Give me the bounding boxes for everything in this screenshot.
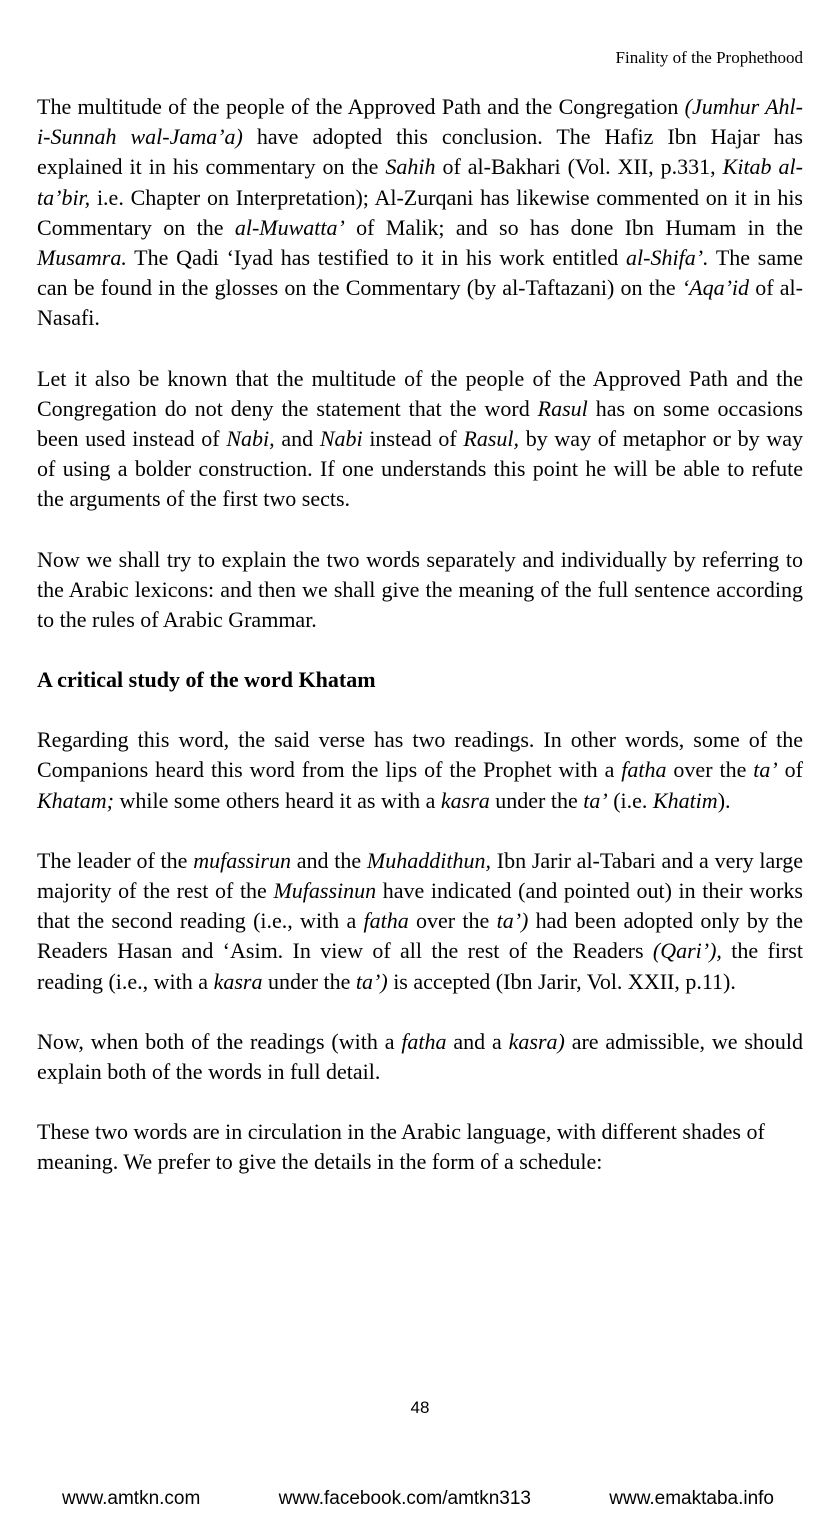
paragraph: Now we shall try to explain the two words separately and individually by referring to the Arabic lexicons: and then we shall give the meaning of the full sentence according to the rules of Arabic Grammar.	[37, 546, 803, 633]
paragraph: Let it also be known that the multitude of the people of the Approved Path and the Congregation do not deny the statement that the word Rasul has on some occasions been used instead of Nabi, and Nabi instead of Rasul, by way of metaphor or by way of using a bolder construction. If one understands this point he will be able to refute the arguments of the first two sects.	[37, 365, 803, 512]
italic-term: (Qari’),	[652, 938, 722, 964]
italic-term: kasra)	[508, 1028, 565, 1054]
italic-term: Rasul	[537, 395, 588, 421]
paragraph: The leader of the mufassirun and the Muhaddithun, Ibn Jarir al-Tabari and a very large majority of the rest of the Mufassinun have indicated (and pointed out) in their works that the second reading (i.e., with a fatha over the ta’) had been adopted only by the Readers Hasan and ‘Asim. In view of all the rest of the Readers (Qari’), the first reading (i.e., with a kasra under the ta’) is accepted (Ibn Jarir, Vol. XXII, p.11).	[37, 847, 803, 994]
italic-term: Khatim	[652, 787, 718, 813]
italic-term: Kitab al-ta’bir,	[37, 154, 803, 210]
italic-term: ta’)	[496, 908, 529, 934]
paragraph: The multitude of the people of the Approved Path and the Congregation (Jumhur Ahl-i-Sunnah wal-Jama’a) have adopted this conclusion. The Hafiz Ibn Hajar has explained it in his commentary on the Sahih of al-Bakhari (Vol. XII, p.331, Kitab al-ta’bir, i.e. Chapter on Interpretation); Al-Zurqani has likewise commented on it in his Commentary on the al-Muwatta’ of Malik; and so has done Ibn Humam in the Musamra. The Qadi ‘Iyad has testified to it in his work entitled al-Shifa’. The same can be found in the glosses on the Commentary (by al-Taftazani) on the ‘Aqa’id of al-Nasafi.	[37, 94, 803, 331]
italic-term: ‘Aqa’id	[681, 275, 750, 301]
italic-term: Nabi,	[226, 426, 275, 452]
italic-term: kasra	[213, 968, 263, 994]
page-body	[37, 92, 803, 1178]
italic-term: Nabi	[319, 426, 363, 452]
italic-term: al-Shifa’.	[626, 245, 709, 271]
italic-term: Muhaddithun,	[366, 847, 491, 873]
italic-term: Sahih	[385, 154, 436, 180]
italic-term: mufassirun	[193, 847, 291, 873]
italic-term: ta’)	[355, 968, 388, 994]
paragraph: These two words are in circulation in the Arabic language, with different shades of meaning. We prefer to give the details in the form of a schedule:	[37, 1119, 765, 1175]
italic-term: fatha	[401, 1028, 447, 1054]
footer-link-facebook[interactable]: www.facebook.com/amtkn313	[278, 1488, 531, 1509]
italic-term: kasra	[440, 787, 490, 813]
italic-term: ta’	[753, 757, 778, 783]
italic-term: (Jumhur Ahl-i-Sunnah wal-Jama’a)	[37, 94, 803, 150]
italic-term: fatha	[363, 908, 409, 934]
footer	[62, 1488, 774, 1510]
italic-term: Musamra.	[37, 245, 127, 271]
italic-term: Rasul,	[463, 426, 519, 452]
italic-term: Khatam;	[37, 787, 114, 813]
italic-term: Mufassinun	[273, 878, 377, 904]
italic-term: fatha	[621, 757, 667, 783]
italic-term: ta’	[583, 787, 608, 813]
paragraph: Now, when both of the readings (with a fatha and a kasra) are admissible, we should explain both of the words in full detail.	[37, 1028, 804, 1085]
paragraph: Regarding this word, the said verse has two readings. In other words, some of the Companions heard this word from the lips of the Prophet with a fatha over the ta’ of Khatam; while some others heard it as with a kasra under the ta’ (i.e. Khatim).	[37, 727, 803, 813]
page-number: 48	[410, 1398, 430, 1417]
footer-link-emaktaba[interactable]: www.emaktaba.info	[609, 1488, 774, 1509]
italic-term: al-Muwatta’	[234, 214, 345, 240]
footer-link-website[interactable]: www.amtkn.com	[62, 1488, 201, 1509]
section-heading: A critical study of the word Khatam	[37, 667, 376, 693]
running-header: Finality of the Prophethood	[615, 48, 803, 67]
